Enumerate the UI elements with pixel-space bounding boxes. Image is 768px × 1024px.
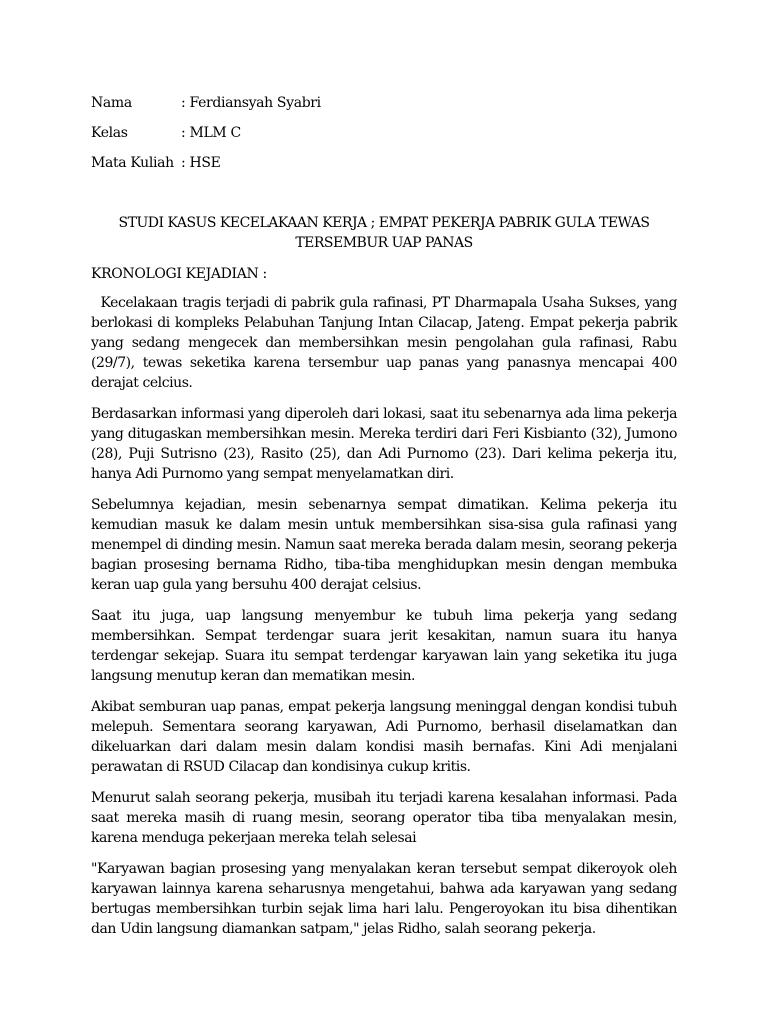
section-heading: KRONOLOGI KEJADIAN : — [91, 266, 267, 282]
student-class-label: Kelas — [91, 125, 128, 141]
student-info — [91, 93, 491, 183]
paragraph: Kecelakaan tragis terjadi di pabrik gula rafinasi, PT Dharmapala Usaha Sukses, yang berlokasi di kompleks Pelabuhan Tanjung Intan Cilacap, Jateng. Empat pekerja pabrik yang sedang mengecek dan membersihkan mesin pengolahan gula rafinasi, Rabu (29/7), tewas seketika karena tersembur uap panas yang panasnya mencapai 400 derajat celcius. — [91, 295, 677, 391]
document-title: STUDI KASUS KECELAKAAN KERJA ; EMPAT PEKERJA PABRIK GULA TEWAS TERSEMBUR UAP PANAS — [118, 215, 650, 251]
student-name-value: : Ferdiansyah Syabri — [181, 95, 321, 111]
paragraph: "Karyawan bagian prosesing yang menyalakan keran tersebut sempat dikeroyok oleh karyawan lainnya karena seharusnya mengetahui, bahwa ada karyawan yang sedang bertugas membersihkan turbin sejak lima hari lalu. Pengeroyokan itu bisa dihentikan dan Udin langsung diamankan satpam," jelas Ridho, salah seorang pekerja. — [91, 861, 677, 937]
paragraph: Akibat semburan uap panas, empat pekerja langsung meninggal dengan kondisi tubuh melepuh. Sementara seorang karyawan, Adi Purnomo, berhasil diselamatkan dan dikeluarkan dari dalam mesin dalam kondisi masih bernafas. Kini Adi menjalani perawatan di RSUD Cilacap dan kondisinya cukup kritis. — [91, 699, 677, 775]
student-name-label: Nama — [91, 95, 132, 111]
document-body — [91, 293, 677, 950]
student-class-row — [91, 123, 491, 153]
course-value: : HSE — [181, 155, 221, 171]
student-name-row — [91, 93, 491, 123]
course-row — [91, 153, 491, 183]
paragraph: Berdasarkan informasi yang diperoleh dari lokasi, saat itu sebenarnya ada lima pekerja yang ditugaskan membersihkan mesin. Mereka terdiri dari Feri Kisbianto (32), Jumono (28), Puji Sutrisno (23), Rasito (25), dan Adi Purnomo (23). Dari kelima pekerja itu, hanya Adi Purnomo yang sempat menyelamatkan diri. — [91, 406, 677, 482]
course-label: Mata Kuliah — [91, 155, 174, 171]
paragraph: Menurut salah seorang pekerja, musibah itu terjadi karena kesalahan informasi. Pada saat mereka masih di ruang mesin, seorang operator tiba tiba menyalakan mesin, karena menduga pekerjaan mereka telah selesai — [91, 790, 677, 846]
paragraph: Saat itu juga, uap langsung menyembur ke tubuh lima pekerja yang sedang membersihkan. Sempat terdengar suara jerit kesakitan, namun suara itu hanya terdengar sekejap. Suara itu sempat terdengar karyawan lain yang seketika itu juga langsung menutup keran dan mematikan mesin. — [91, 608, 677, 684]
student-class-value: : MLM C — [181, 125, 241, 141]
paragraph: Sebelumnya kejadian, mesin sebenarnya sempat dimatikan. Kelima pekerja itu kemudian masuk ke dalam mesin untuk membersihkan sisa-sisa gula rafinasi yang menempel di dinding mesin. Namun saat mereka berada dalam mesin, seorang pekerja bagian prosesing bernama Ridho, tiba-tiba menghidupkan mesin dengan membuka keran uap gula yang bersuhu 400 derajat celsius. — [91, 497, 677, 593]
